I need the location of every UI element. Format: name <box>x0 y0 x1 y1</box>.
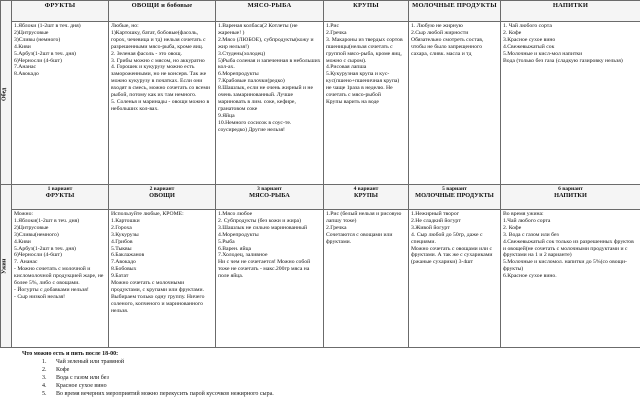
dinner-cell-vegetables <box>109 210 216 348</box>
list-item: Вода (только без газа (сладкую газировку нельзя) <box>503 57 623 64</box>
list-item: 3. Макароны из твердых сортов пшеницы(нельзя сочетать с группой мясо-рыба, кроме яиц, можно с сыром). <box>326 36 403 64</box>
lunch-cell-meat-fish <box>216 22 324 187</box>
list-item: 1.Рис <box>326 23 339 29</box>
list-item: 5.Арбуз(1-2шт в теч. дня) <box>14 245 76 252</box>
dinner-side-label: Ужин <box>1 185 12 348</box>
list-item: 2. Субпродукты (без кожи и жира) <box>218 217 301 224</box>
list-item: Сочетаются с овощами или фруктами. <box>326 231 393 245</box>
list-item: Во время ужина: <box>503 211 544 217</box>
list-item: 5.Молочные и кисл-мол напитки <box>503 50 583 57</box>
list-item: 6)Черносли (4-6шт) <box>14 252 62 259</box>
list-item: 5. Во время вечерних мероприятий можно перекусить парой кусочков нежирного сыра. <box>48 390 622 398</box>
list-item: 9.Батат <box>111 273 129 280</box>
list-item: 4.Рисовая лапша <box>326 64 367 71</box>
list-item: 8.Авокадо <box>14 71 39 78</box>
list-item: 9.Яйца <box>218 112 235 119</box>
list-item: - Можно сочетать с молочной и кисломолочной продукцией жаре, не более 5%, либо с овощами. <box>14 266 104 287</box>
dinner-cell-grains <box>324 210 409 348</box>
list-item: 3)Сливы(немного) <box>14 231 59 238</box>
list-item: 4.Грибов <box>111 238 133 245</box>
list-item: 3.Красное сухое вино <box>503 36 556 43</box>
list-item: - Сыр низкой нельзя! <box>14 293 66 300</box>
lunch-cell-dairy <box>409 22 501 187</box>
dinner-cell-drinks <box>501 210 640 348</box>
list-item: 6.Морепродукты <box>218 71 259 78</box>
lunch-cell-drinks <box>501 22 640 187</box>
list-item: 1. Чай любого сорта <box>503 23 552 29</box>
list-item: 4. Сыр любой до 50гр, даже с специями. <box>411 231 483 245</box>
list-item: 6)Черносли (4-6шт) <box>14 57 62 64</box>
list-item: 6.Красное сухое вино. <box>503 273 557 280</box>
list-item: 3. Вода с газом или без <box>503 231 559 238</box>
lunch-header-row <box>1 1 640 22</box>
list-item: 3. Вода с газом или без <box>48 374 622 382</box>
list-item: 1.Рис (белый нельзя и рисовую лапшу тоже) <box>326 211 402 224</box>
list-item: 2. Зеленая фасоль - это овощ. <box>111 50 182 57</box>
list-item: Можно сочетать с овощами или с фруктами. А так же с сухариками (ржаные сухарики) 3-4шт <box>411 245 493 266</box>
lunch-table <box>0 0 640 187</box>
list-item: 7.Крабовые палочки(редко) <box>218 78 285 85</box>
dinner-header-row <box>1 185 640 210</box>
lunch-header-dairy: МОЛОЧНЫЕ ПРОДУКТЫ <box>409 1 501 22</box>
list-item: 1.Картошки <box>111 217 140 224</box>
dinner-cell-fruits <box>12 210 109 348</box>
list-item: 4.Киви <box>14 238 31 245</box>
dinner-cell-dairy <box>409 210 501 348</box>
list-item: 2)Цитрусовые <box>14 224 49 231</box>
lunch-header-fruits: ФРУКТЫ <box>12 1 109 22</box>
list-item: 1.Мясо любое <box>218 211 253 217</box>
list-item: 2.Гречка <box>326 29 347 36</box>
list-item: 3.Живой йогурт <box>411 224 450 231</box>
list-item: 5.Арбуз(1-2шт в теч. дня) <box>14 50 76 57</box>
list-item: Ни с чем не сочетается! Можно собой тоже не сочетать - макс.200гр мяса на поле яйца. <box>218 259 311 280</box>
list-item: 3. Грибы можно с мясом, но аккуратно <box>111 57 205 64</box>
list-item: 2.Мясо (ЛЮБОЕ), субпродукты(кожу и жир нельзя!) <box>218 36 314 50</box>
list-item: 4.Морепродукты <box>218 231 259 238</box>
list-item: 2)Цитрусовые <box>14 29 49 36</box>
list-item: 8.Бобовых <box>111 266 137 273</box>
dinner-header-6: 6 вариант НАПИТКИ <box>501 185 640 210</box>
list-item: 3.Студень(холодец) <box>218 50 266 57</box>
lunch-header-meat-fish: МЯСО-РЫБА <box>216 1 324 22</box>
lunch-cell-fruits <box>12 22 109 187</box>
list-item: 7. Ананас <box>14 259 38 266</box>
dinner-header-4: 4 вариант КРУПЫ <box>324 185 409 210</box>
list-item: 1.Вареная колбаса(2 Котлеты (не жареные! ) <box>218 23 298 36</box>
dinner-header-3: 3 вариант МЯСО-РЫБА <box>216 185 324 210</box>
list-item: 5.Рыба <box>218 238 235 245</box>
list-item: 7.Авокадо <box>111 259 136 266</box>
list-item: 4.Свежевыжатый сок <box>503 43 555 50</box>
list-item: 2.Не сладкий йогурт <box>411 217 461 224</box>
list-item: 7.Ананас <box>14 64 37 71</box>
list-item: 5.Молочные и кисломол. напитки до 5%(со овощи-фрукты) <box>503 259 627 273</box>
list-item: 7.Холодец, заливное <box>218 252 268 259</box>
evening-notes-title: Что можно есть и пить после 18-00: <box>22 351 119 357</box>
list-item: 6.Варен. яйца <box>218 245 252 252</box>
list-item: 5.Тыквы <box>111 245 132 252</box>
list-item: 1.Яблоки(1-2шт в теч. дня) <box>14 217 80 224</box>
list-item: 5.Кукурузная крупа и кус-кус(пшено+пшеничная крупа) не чаще 1раза в неделю. Не сочетать с мясо-рыбой <box>326 71 400 99</box>
evening-notes-list <box>22 358 622 398</box>
dinner-table <box>0 184 640 348</box>
list-item: 3)Сливы (немного) <box>14 36 61 43</box>
lunch-cell-grains <box>324 22 409 187</box>
list-item: 1)Картошку, батат, бобовые(фасоль, горох, чечевица и тд) нельзя сочетать с разрешенными мясо-рыба, кроме яиц. <box>111 29 206 50</box>
lunch-header-drinks: НАПИТКИ <box>501 1 640 22</box>
list-item: Любые, но: <box>111 23 139 29</box>
lunch-header-grains: КРУПЫ <box>324 1 409 22</box>
list-item: 8.Шашлык, если не очень жирный и не очень замаринованный. Лучше мариновать в лим. соке, кефире, гранатовом соке <box>218 85 313 112</box>
list-item: Можно: <box>14 211 34 217</box>
list-item: 5. Соленья и маринады - овощи можно в небольших кол-вах. <box>111 98 210 112</box>
dinner-header-1: 1 вариант ФРУКТЫ <box>12 185 109 210</box>
list-item: 2.Гороха <box>111 224 132 231</box>
list-item: 1. Чай зеленый или травяной <box>48 358 622 366</box>
list-item: 2.Гречка <box>326 224 347 231</box>
dinner-body-row <box>1 210 640 348</box>
list-item: 2.Сыр любой жирности <box>411 29 469 36</box>
list-item: - Йогурты с добавками нельзя! <box>14 286 89 293</box>
list-item: 3.Шашлык не сильно маринованный <box>218 224 307 231</box>
list-item: 5)Рыба соленая и запеченная в небольших кол-ах. <box>218 57 321 71</box>
list-item: 4.Свежевыжатый сок только из разрешенных фруктов и овощей(не сочетать с молочными продуктами и с фруктами на 1 и 2 варианте) <box>503 238 634 259</box>
lunch-side-label: Обед <box>1 1 12 187</box>
list-item: 4.Киви <box>14 43 31 50</box>
list-item: 3.Кукурузы <box>111 231 139 238</box>
list-item: 1.Яблоки (1-2шт в теч. дня) <box>14 23 81 29</box>
list-item: 1.Чай любого сорта <box>503 217 551 224</box>
list-item: 4. Красное сухое вино <box>48 382 622 390</box>
list-item: 2. Кофе <box>48 366 622 374</box>
list-item: Используйте любые, КРОМЕ: <box>111 211 184 217</box>
lunch-header-vegetables: ОВОЩИ и бобовые <box>109 1 216 22</box>
dinner-header-5: 5 вариант МОЛОЧНЫЕ ПРОДУКТЫ <box>409 185 501 210</box>
list-item: Обязательно смотреть состав, чтобы не было запрещенного сахара, сливк. масла и тд <box>411 36 484 57</box>
dinner-cell-meat-fish <box>216 210 324 348</box>
list-item: 2. Кофе <box>503 29 522 36</box>
list-item: 1.Нежирный творог <box>411 211 460 217</box>
lunch-body-row <box>1 22 640 187</box>
list-item: 2. Кофе <box>503 224 522 231</box>
list-item: Крупы варить на воде <box>326 98 379 105</box>
list-item: 10.Немного сосисок в соус-те. соусиредко) Другие нельзя! <box>218 119 292 133</box>
list-item: 6.Баклажанов <box>111 252 145 259</box>
list-item: 1. Любую не жирную <box>411 23 463 29</box>
evening-notes <box>22 350 622 398</box>
list-item: 4. Горошек и кукурузу можно есть замороженными, но не консерв. Так же можно кукурузу в початках. Если они входят в смесь, можно сочетать со всеми рыбой, потому как их там немного. <box>111 64 211 99</box>
dinner-header-2: 2 вариант ОВОЩИ <box>109 185 216 210</box>
lunch-cell-vegetables <box>109 22 216 187</box>
list-item: Можно сочетать с молочными продуктами, с крупами или фруктами. Выбираем только одну группу. Ничего соленого, копченого и маринованного нельзя. <box>111 280 205 314</box>
